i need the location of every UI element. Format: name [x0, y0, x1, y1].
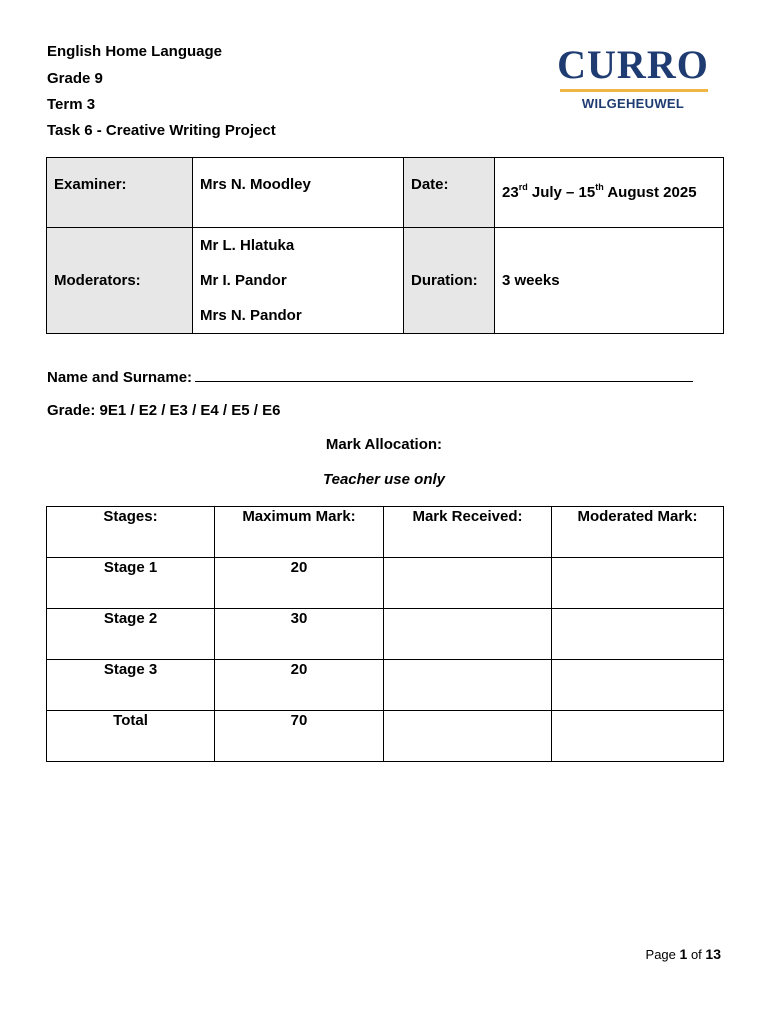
stage-cell: Stage 2	[47, 609, 215, 660]
info-table	[46, 157, 724, 334]
name-surname-label: Name and Surname:	[47, 369, 193, 386]
max-mark-cell: 20	[215, 558, 384, 609]
logo-campus: WILGEHEUWEL	[581, 96, 685, 111]
stage-cell: Stage 1	[47, 558, 215, 609]
table-row	[47, 558, 724, 609]
logo-divider	[560, 89, 708, 92]
page-number: Page 1 of 13	[645, 946, 721, 962]
curro-logo	[557, 44, 709, 116]
stage-cell: Stage 3	[47, 660, 215, 711]
header-moderated-mark: Moderated Mark:	[552, 507, 724, 558]
term-title: Term 3	[47, 96, 96, 113]
moderator-name: Mr I. Pandor	[200, 272, 287, 289]
max-mark-cell: 70	[215, 711, 384, 762]
moderators-label: Moderators:	[47, 228, 193, 334]
header-maximum-mark: Maximum Mark:	[215, 507, 384, 558]
teacher-use-note: Teacher use only	[323, 471, 445, 488]
stage-cell: Total	[47, 711, 215, 762]
examiner-value: Mrs N. Moodley	[193, 158, 404, 228]
duration-label: Duration:	[404, 228, 495, 334]
table-row	[47, 609, 724, 660]
moderated-mark-cell[interactable]	[552, 609, 724, 660]
logo-brand: CURRO	[557, 42, 709, 87]
mark-received-cell[interactable]	[384, 660, 552, 711]
mark-allocation-table	[46, 506, 724, 762]
moderated-mark-cell[interactable]	[552, 558, 724, 609]
grade-options: Grade: 9E1 / E2 / E3 / E4 / E5 / E6	[47, 402, 281, 419]
moderated-mark-cell[interactable]	[552, 711, 724, 762]
duration-value: 3 weeks	[495, 228, 724, 334]
grade-title: Grade 9	[47, 70, 103, 87]
max-mark-cell: 30	[215, 609, 384, 660]
max-mark-cell: 20	[215, 660, 384, 711]
name-surname-blank[interactable]	[195, 367, 693, 382]
moderator-name: Mrs N. Pandor	[200, 307, 302, 324]
table-row	[47, 660, 724, 711]
name-surname-field[interactable]	[47, 367, 693, 386]
task-title: Task 6 - Creative Writing Project	[47, 122, 276, 139]
examiner-label: Examiner:	[47, 158, 193, 228]
mark-received-cell[interactable]	[384, 609, 552, 660]
mark-received-cell[interactable]	[384, 711, 552, 762]
date-value: 23rd July – 15th August 2025	[495, 158, 724, 228]
mark-received-cell[interactable]	[384, 558, 552, 609]
mark-allocation-title: Mark Allocation:	[325, 436, 443, 453]
moderator-name: Mr L. Hlatuka	[200, 237, 295, 254]
subject-title: English Home Language	[47, 43, 223, 60]
date-label: Date:	[404, 158, 495, 228]
table-row-total	[47, 711, 724, 762]
moderated-mark-cell[interactable]	[552, 660, 724, 711]
header-stages: Stages:	[47, 507, 215, 558]
moderators-list	[193, 228, 404, 334]
header-mark-received: Mark Received:	[384, 507, 552, 558]
table-header-row	[47, 507, 724, 558]
